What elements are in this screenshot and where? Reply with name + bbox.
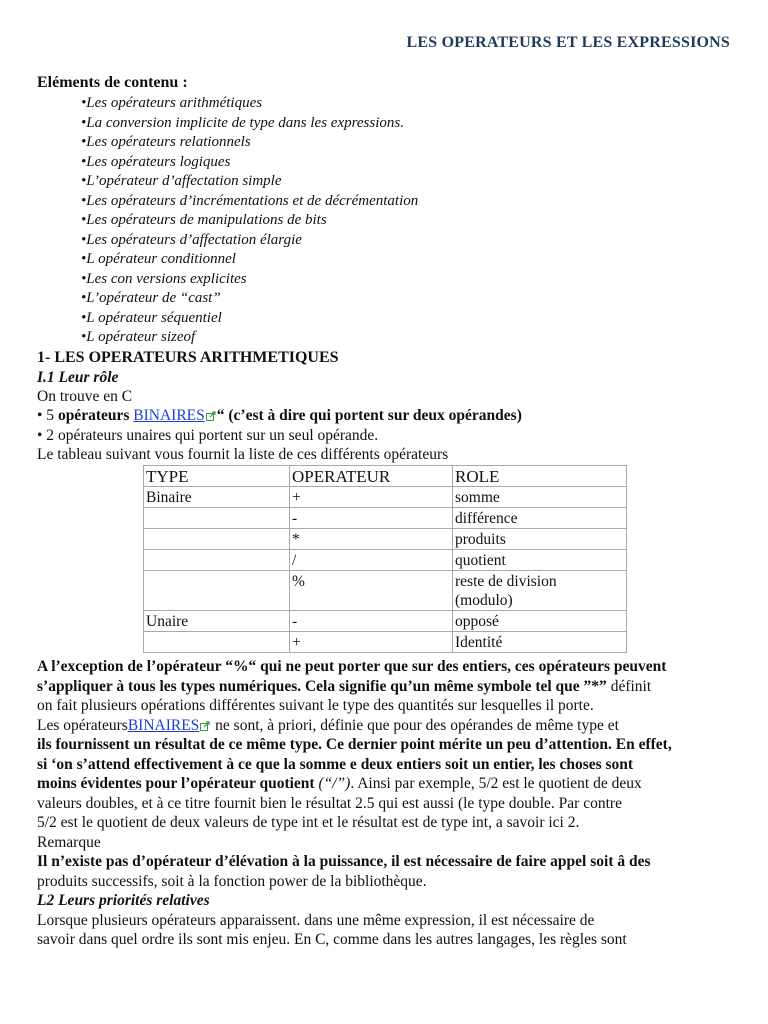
table-row — [144, 632, 627, 653]
remark-label: Remarque — [37, 833, 101, 851]
table-header-cell: TYPE — [144, 466, 290, 487]
document-title: LES OPERATEURS ET LES EXPRESSIONS — [406, 34, 730, 51]
section-heading: 1- LES OPERATEURS ARITHMETIQUES — [37, 349, 339, 366]
paragraph-line: Il n’existe pas d’opérateur d’élévation à la puissance, il est nécessaire de faire appel soit â des — [37, 853, 651, 870]
table-cell — [144, 571, 290, 611]
paragraph-line: si ‘on s’attend effectivement à ce que la somme e deux entiers soit un entier, les choses sont — [37, 755, 634, 773]
paragraph-line: 5/2 est le quotient de deux valeurs de type int et le résultat est de type int, a savoir ici 2. — [37, 814, 580, 831]
table-cell: somme — [453, 487, 627, 508]
normal-text: ne sont, à priori, définie que pour des opérandes de même type et — [211, 716, 619, 734]
paragraph-line: valeurs doubles, et à ce titre fournit bien le résultat 2.5 qui est aussi (le type double. Par contre — [37, 794, 622, 812]
unary-description: opérateurs unaires qui portent sur un seul opérande. — [57, 427, 379, 444]
bullet-text: • 2 — [37, 427, 58, 444]
table-cell: * — [290, 529, 453, 550]
table-row — [144, 487, 627, 508]
paragraph-line: Lorsque plusieurs opérateurs apparaissent. dans une même expression, il est nécessaire de — [37, 911, 595, 929]
contents-item: •L opérateur sizeof — [81, 329, 196, 345]
normal-text: définit — [610, 677, 652, 695]
paragraph-line — [37, 774, 735, 794]
paragraph-line: on fait plusieurs opérations différentes suivant le type des quantités sur lesquelles il porte. — [37, 697, 594, 714]
intro-text: On trouve en C — [37, 388, 133, 405]
table-cell: - — [290, 508, 453, 529]
table-header-cell: ROLE — [453, 466, 627, 487]
contents-item: •Les opérateurs d’affectation élargie — [81, 231, 302, 248]
external-link-icon[interactable] — [200, 721, 210, 731]
table-cell: / — [290, 550, 453, 571]
operators-table — [143, 465, 627, 653]
contents-item: •Les opérateurs arithmétiques — [81, 95, 263, 111]
table-cell: quotient — [453, 550, 627, 571]
table-cell: Unaire — [144, 611, 290, 632]
normal-text: Les opérateurs — [37, 716, 128, 734]
italic-text: (“/”) — [318, 775, 351, 792]
contents-heading: Eléments de contenu : — [37, 74, 188, 91]
bold-text: s’appliquer à tous les types numériques. Cela signifie qu’un même symbole tel que ”*” — [37, 677, 611, 695]
table-cell: reste de division (modulo) — [453, 571, 627, 611]
table-cell: - — [290, 611, 453, 632]
table-row — [144, 508, 627, 529]
table-cell: opposé — [453, 611, 627, 632]
paragraph-line: savoir dans quel ordre ils sont mis enjeu. En C, comme dans les autres langages, les règles sont — [37, 931, 627, 948]
table-header-row — [144, 466, 627, 487]
contents-item: •Les opérateurs logiques — [81, 153, 231, 170]
table-cell — [144, 508, 290, 529]
binary-label: opérateurs — [57, 407, 130, 424]
binary-operators-line — [37, 406, 522, 425]
bold-text: moins évidentes pour l’opérateur quotient — [37, 775, 319, 792]
normal-text: . Ainsi par exemple, 5/2 est le quotient de deux — [350, 775, 642, 792]
unary-operators-line — [37, 426, 378, 445]
table-row — [144, 571, 627, 611]
table-row — [144, 611, 627, 632]
paragraph-line: ils fournissent un résultat de ce même type. Ce dernier point mérite un peu d’attention. En effet, — [37, 736, 672, 753]
table-cell: produits — [453, 529, 627, 550]
contents-item: •L’opérateur de “cast” — [81, 290, 221, 306]
contents-item: •Les opérateurs d’incrémentations et de décrémentation — [81, 192, 419, 209]
table-cell: + — [290, 487, 453, 508]
body-text — [37, 657, 735, 950]
subsection-heading: I.1 Leur rôle — [37, 369, 119, 386]
table-cell — [144, 632, 290, 653]
paragraph-line — [37, 677, 735, 697]
paragraph-line — [37, 716, 735, 736]
table-cell: Binaire — [144, 487, 290, 508]
table-cell: % — [290, 571, 453, 611]
contents-item: •L opérateur conditionnel — [81, 251, 236, 267]
external-link-icon[interactable] — [206, 411, 216, 421]
table-cell: Identité — [453, 632, 627, 653]
binaires-link[interactable]: BINAIRES — [127, 716, 200, 734]
table-header-cell: OPERATEUR — [290, 466, 453, 487]
table-row — [144, 529, 627, 550]
table-cell: différence — [453, 508, 627, 529]
contents-item: •Les con versions explicites — [81, 270, 247, 287]
bullet-text: • 5 — [37, 407, 58, 424]
table-cell: + — [290, 632, 453, 653]
paragraph-line: A l’exception de l’opérateur “%“ qui ne peut porter que sur des entiers, ces opérateurs peuvent — [37, 658, 667, 675]
contents-list — [81, 94, 418, 348]
table-cell — [144, 529, 290, 550]
contents-item: •La conversion implicite de type dans les expressions. — [81, 114, 404, 131]
contents-item: •Les opérateurs relationnels — [81, 134, 251, 150]
contents-item: •L opérateur séquentiel — [81, 309, 222, 326]
binary-description: “ (c’est à dire qui portent sur deux opérandes) — [216, 407, 522, 424]
binaires-link[interactable]: BINAIRES — [133, 407, 205, 424]
table-intro: Le tableau suivant vous fournit la liste de ces différents opérateurs — [37, 446, 449, 463]
table-row — [144, 550, 627, 571]
paragraph-line: produits successifs, soit à la fonction power de la bibliothèque. — [37, 872, 427, 890]
contents-item: •Les opérateurs de manipulations de bits — [81, 212, 327, 228]
subsection-heading: L2 Leurs priorités relatives — [37, 892, 210, 909]
contents-item: •L’opérateur d’affectation simple — [81, 173, 282, 189]
table-cell — [144, 550, 290, 571]
